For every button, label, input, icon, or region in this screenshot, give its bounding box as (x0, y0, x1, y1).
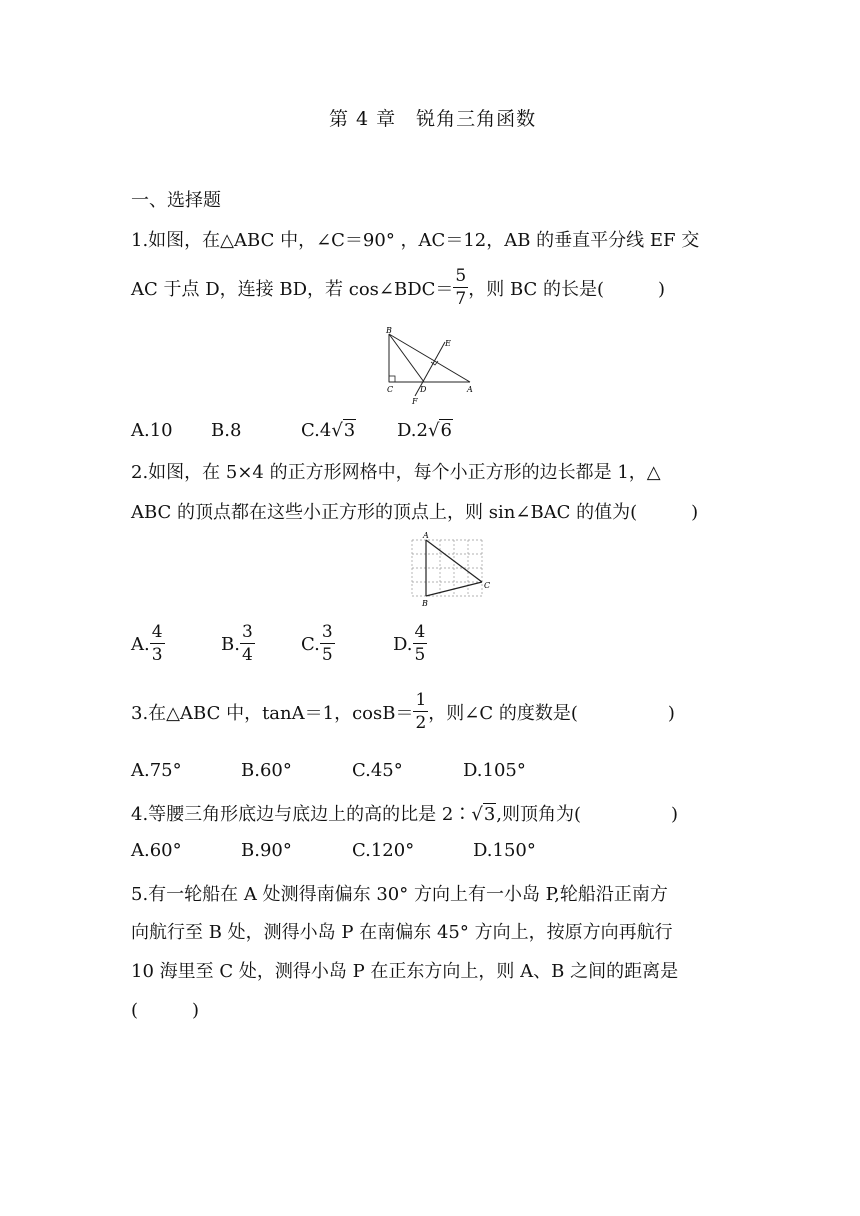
q5-line2: 向航行至 B 处，测得小岛 P 在南偏东 45° 方向上，按原方向再航行 (131, 922, 673, 943)
section-heading: 一、选择题 (131, 190, 221, 211)
q1-label-d: D (420, 385, 427, 394)
q2-option-c-num: 3 (321, 622, 333, 642)
q4-option-a: A.60° (131, 840, 182, 861)
q2-option-d-den: 5 (414, 645, 426, 665)
q2-option-d (393, 624, 427, 664)
q3-option-d: D.105° (463, 760, 526, 781)
q2-line1: 2.如图，在 5×4 的正方形网格中，每个小正方形的边长都是 1，△ (131, 462, 661, 483)
q3-line (131, 692, 675, 732)
chapter-title: 第 4 章 锐角三角函数 (329, 108, 537, 130)
q1-line2 (131, 268, 665, 308)
q3-fraction (413, 692, 428, 732)
q5-line3: 10 海里至 C 处，测得小岛 P 在正东方向上，则 A、B 之间的距离是 (131, 961, 679, 982)
q2-option-b-num: 3 (241, 622, 253, 642)
q1-option-c-radicand: 3 (343, 420, 356, 441)
q5-line1: 5.有一轮船在 A 处测得南偏东 30° 方向上有一小岛 P,轮船沿正南方 (131, 884, 668, 905)
q1-right-angle-mark (389, 376, 395, 382)
q1-line1: 1.如图，在△ABC 中，∠C＝90° ，AC＝12，AB 的垂直平分线 EF 交 (131, 230, 700, 251)
q4-option-b: B.90° (241, 840, 292, 861)
q2-option-c-den: 5 (321, 645, 333, 665)
q5-line4: ( ) (131, 1000, 200, 1021)
q1-option-d-prefix: D.2 (397, 420, 428, 441)
q1-segment-ab (389, 334, 470, 382)
q3-text: 3.在△ABC 中，tanA＝1，cosB＝ (131, 703, 414, 724)
q1-segment-bd (389, 334, 424, 382)
q1-label-b: B (386, 326, 392, 335)
q2-option-c-prefix: C. (301, 633, 320, 655)
q1-line2-text: AC 于点 D，连接 BD，若 cos∠BDC＝ (131, 279, 454, 300)
q4-option-c: C.120° (352, 840, 415, 861)
q1-label-c: C (387, 385, 394, 394)
q2-option-b (221, 624, 255, 664)
q3-text-end: ，则∠C 的度数是( ) (428, 703, 675, 724)
q4-option-d: D.150° (473, 840, 536, 861)
q2-option-d-num: 4 (414, 622, 426, 642)
q2-option-c-fraction (320, 624, 335, 664)
q4-radicand: 3 (483, 804, 496, 825)
q1-option-d (397, 420, 453, 441)
q1-frac-den: 7 (455, 289, 467, 309)
q1-option-d-radicand: 6 (440, 420, 452, 441)
q3-frac-den: 2 (415, 713, 427, 733)
q2-option-b-prefix: B. (221, 633, 240, 655)
q2-option-a-prefix: A. (131, 633, 150, 655)
q4-text: 4.等腰三角形底边与底边上的高的比是 2∶ (131, 804, 472, 825)
q2-option-b-den: 4 (241, 645, 253, 665)
q3-option-b: B.60° (241, 760, 292, 781)
q1-label-a: A (467, 385, 473, 394)
q2-option-a (131, 624, 165, 664)
q1-frac-num: 5 (455, 266, 467, 286)
q3-frac-num: 1 (415, 690, 427, 710)
q3-option-a: A.75° (131, 760, 182, 781)
q2-label-a: A (423, 532, 429, 540)
q1-label-f: F (412, 397, 418, 406)
q2-label-b: B (422, 599, 428, 608)
q2-option-a-den: 3 (151, 645, 163, 665)
q1-fraction (453, 268, 468, 308)
q4-sqrt: √3 (471, 804, 496, 825)
q2-option-c (301, 624, 335, 664)
q1-option-d-sqrt: √6 (427, 420, 452, 441)
q1-line2-end: ，则 BC 的长是( ) (468, 279, 666, 300)
q2-option-a-fraction (150, 624, 165, 664)
q2-segment-ac (426, 540, 482, 582)
q2-option-b-fraction (240, 624, 255, 664)
q1-option-c-prefix: C.4 (301, 420, 332, 441)
q2-option-a-num: 4 (151, 622, 163, 642)
q3-option-c: C.45° (352, 760, 403, 781)
q4-text-end: ,则顶角为( ) (496, 804, 679, 825)
q1-option-c (301, 420, 356, 441)
q1-figure (382, 324, 482, 406)
q2-label-c: C (484, 581, 491, 590)
q1-label-e: E (445, 339, 451, 348)
q2-grid-figure (404, 532, 494, 610)
q2-line2: ABC 的顶点都在这些小正方形的顶点上，则 sin∠BAC 的值为( ) (131, 502, 699, 523)
q2-option-d-prefix: D. (393, 633, 413, 655)
q4-line (131, 800, 678, 826)
q1-option-c-sqrt: √3 (331, 420, 356, 441)
q2-option-d-fraction (413, 624, 428, 664)
q1-option-b: B.8 (211, 420, 242, 441)
q1-option-a: A.10 (131, 420, 173, 441)
